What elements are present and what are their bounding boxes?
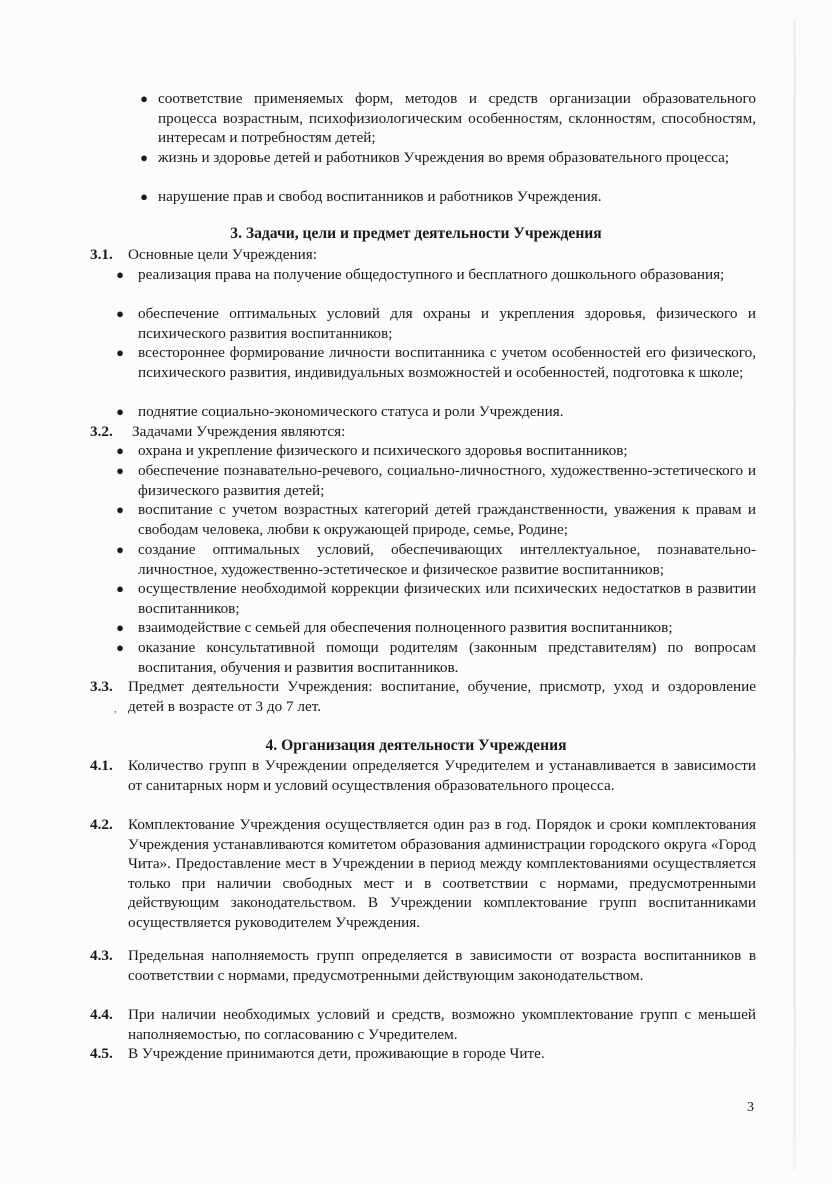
bullet-icon: ● xyxy=(116,542,124,557)
scan-edge xyxy=(793,20,796,1170)
bullet-icon: ● xyxy=(116,620,124,635)
list-item xyxy=(116,343,756,382)
list-item xyxy=(116,265,756,285)
paragraph-number: 4.4. xyxy=(90,1006,113,1023)
list-item xyxy=(116,618,756,638)
list-item-text: жизнь и здоровье детей и работников Учреждения во время образовательного процесса; xyxy=(158,149,730,166)
list-item-text: взаимодействие с семьей для обеспечения полноценного развития воспитанников; xyxy=(138,619,673,636)
paragraph-text: Предельная наполняемость групп определяется в зависимости от возраста воспитанников в соответствии с нормами, предусмотренными действующим законодательством. xyxy=(128,947,756,984)
list-item-text: оказание консультативной помощи родителям (законным представителям) по вопросам воспитания, обучения и развития воспитанников. xyxy=(138,639,756,676)
list-item xyxy=(116,304,756,343)
bullet-icon: ● xyxy=(116,463,124,478)
list-item xyxy=(140,148,756,168)
list-item-text: создание оптимальных условий, обеспечивающих интеллектуальное, познавательно-личностное, художественно-эстетическое и физическое развитие воспитанников; xyxy=(138,541,756,578)
bullet-icon: ● xyxy=(116,581,124,596)
bullet-icon: ● xyxy=(116,640,124,655)
list-item xyxy=(116,441,756,461)
list-item xyxy=(140,89,756,148)
bullet-icon: ● xyxy=(116,306,124,321)
list-item-text: всестороннее формирование личности воспитанника с учетом особенностей его физического, психического развития, индивидуальных возможностей и особенностей, подготовка к школе; xyxy=(138,344,756,381)
list-item xyxy=(116,402,756,422)
paragraph-text: При наличии необходимых условий и средств, возможно укомплектование групп с меньшей наполняемостью, по согласованию с Учредителем. xyxy=(128,1006,756,1043)
bullet-icon: ● xyxy=(116,267,124,282)
list-item-text: воспитание с учетом возрастных категорий детей гражданственности, уважения к правам и свободам человека, любви к окружающей природе, семье, Родине; xyxy=(138,501,756,538)
list-item-text: соответствие применяемых форм, методов и средств организации образовательного процесса возрастным, психофизиологическим особенностям, склонностям, способностям, интересам и потребностям детей; xyxy=(158,90,756,147)
paragraph-number: 4.2. xyxy=(90,816,113,833)
paragraph-text: В Учреждение принимаются дети, проживающие в городе Чите. xyxy=(128,1045,545,1062)
list-item xyxy=(116,540,756,579)
paragraph-number: 4.5. xyxy=(90,1045,113,1062)
section-heading: 3. Задачи, цели и предмет деятельности Учреждения xyxy=(230,225,602,242)
list-item xyxy=(116,579,756,618)
paragraph-number: 3.1. xyxy=(90,246,113,263)
section-heading: 4. Организация деятельности Учреждения xyxy=(265,737,567,754)
bullet-icon: ● xyxy=(116,502,124,517)
paragraph-text: Предмет деятельности Учреждения: воспитание, обучение, присмотр, уход и оздоровление детей в возрасте от 3 до 7 лет. xyxy=(128,678,756,715)
paragraph-text: Основные цели Учреждения: xyxy=(128,246,317,263)
bullet-icon: ● xyxy=(116,345,124,360)
bullet-icon: ● xyxy=(140,91,148,106)
list-item-text: нарушение прав и свобод воспитанников и работников Учреждения. xyxy=(158,188,602,205)
paragraph-text: Количество групп в Учреждении определяется Учредителем и устанавливается в зависимости от санитарных норм и условий осуществления образовательного процесса. xyxy=(128,757,756,794)
bullet-icon: ● xyxy=(140,189,148,204)
list-item-text: осуществление необходимой коррекции физических или психических недостатков в развитии воспитанников; xyxy=(138,580,756,617)
list-item xyxy=(140,187,756,207)
scan-mark: , xyxy=(114,703,117,715)
paragraph-number: 4.3. xyxy=(90,947,113,964)
list-item-text: охрана и укрепление физического и психического здоровья воспитанников; xyxy=(138,442,628,459)
list-item xyxy=(116,500,756,539)
bullet-icon: ● xyxy=(140,150,148,165)
list-item-text: обеспечение оптимальных условий для охраны и укрепления здоровья, физического и психического развития воспитанников; xyxy=(138,305,756,342)
page-number: 3 xyxy=(747,1100,754,1115)
bullet-icon: ● xyxy=(116,404,124,419)
paragraph-number: 4.1. xyxy=(90,757,113,774)
paragraph-text: Комплектование Учреждения осуществляется один раз в год. Порядок и сроки комплектования Учреждения устанавливаются комитетом образования администрации городского округа «Город Чита». Предоставление мест в Учреждении в период между комплектованиями осуществляется только при наличии свободных мест и в соответствии с нормами, предусмотренными действующим законодательством. В Учреждении комплектование групп воспитанниками осуществляется руководителем Учреждения. xyxy=(128,816,756,931)
bullet-icon: ● xyxy=(116,443,124,458)
paragraph-number: 3.3. xyxy=(90,678,113,695)
list-item xyxy=(116,638,756,677)
list-item xyxy=(116,461,756,500)
list-item-text: обеспечение познавательно-речевого, социально-личностного, художественно-эстетического и физического развития детей; xyxy=(138,462,756,499)
paragraph-text: Задачами Учреждения являются: xyxy=(132,423,346,440)
list-item-text: поднятие социально-экономического статуса и роли Учреждения. xyxy=(138,403,564,420)
list-item-text: реализация права на получение общедоступного и бесплатного дошкольного образования; xyxy=(138,266,725,283)
paragraph-number: 3.2. xyxy=(90,423,113,440)
